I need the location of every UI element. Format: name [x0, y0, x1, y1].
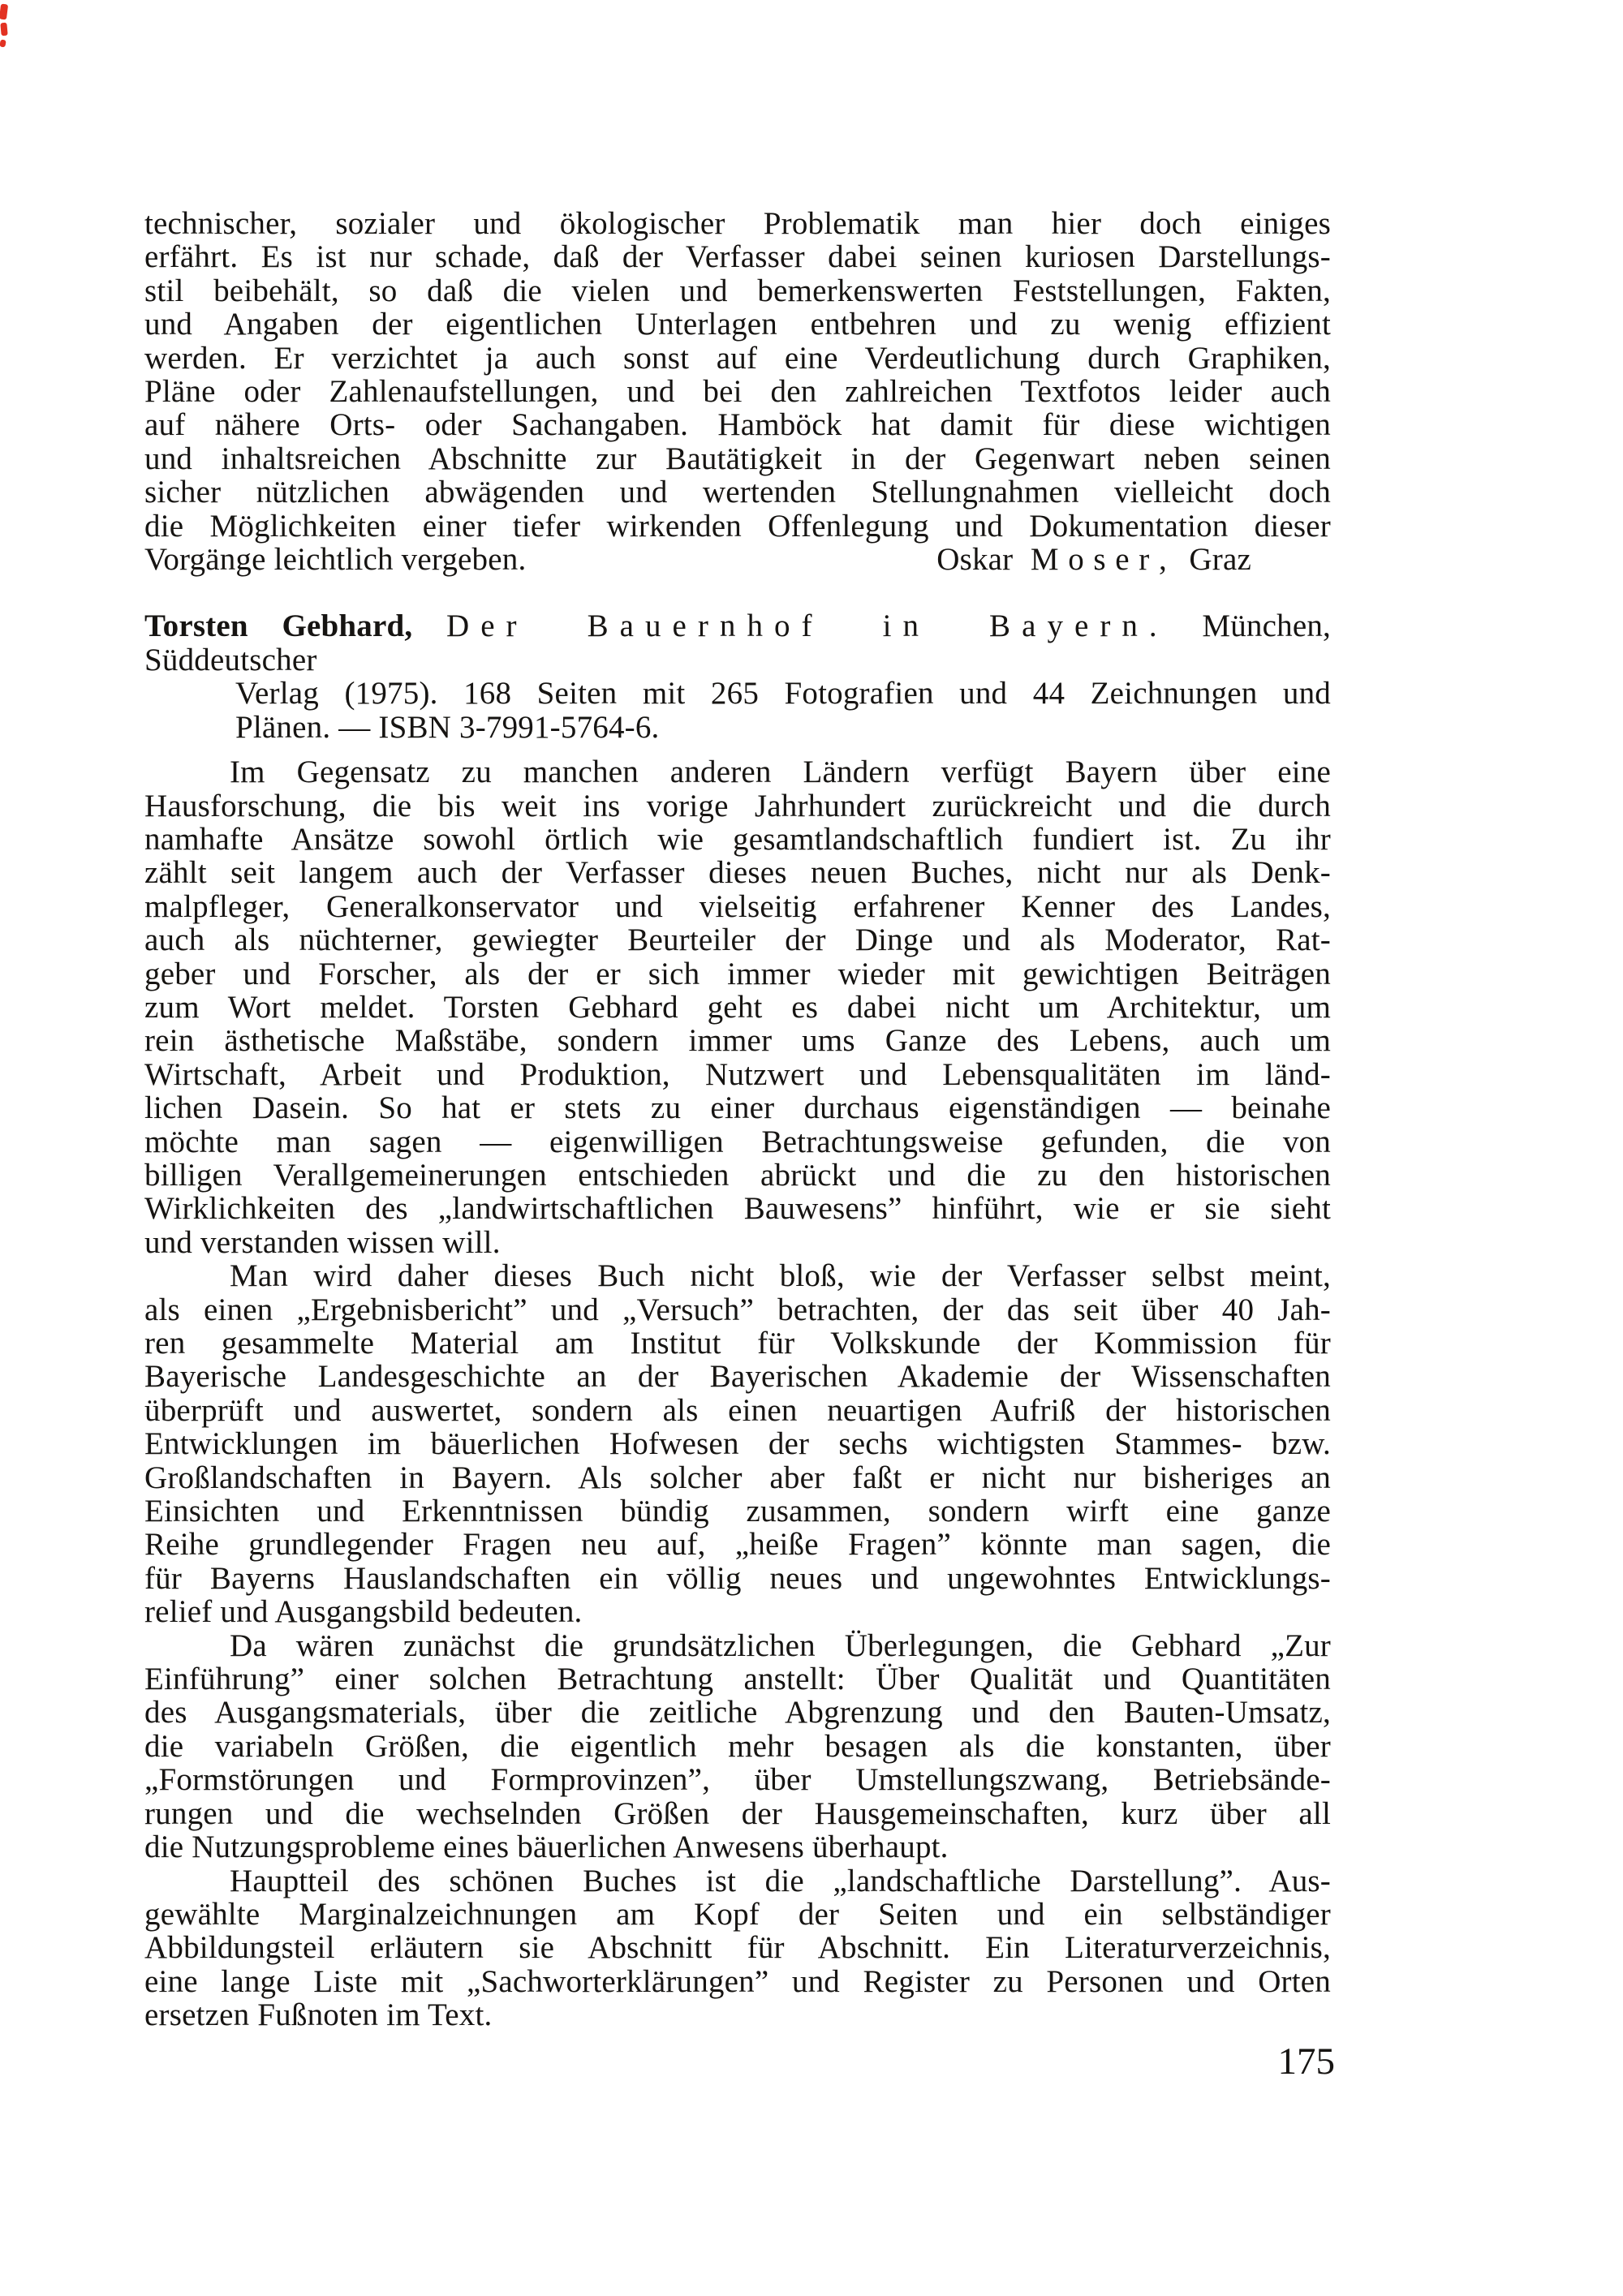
text-line: erfährt. Es ist nur schade, daß der Verfasser dabei seinen kuriosen Darstellungs- [144, 239, 1331, 275]
text-line: zählt seit langem auch der Verfasser dieses neuen Buches, nicht nur als Denk- [144, 855, 1331, 891]
red-pen-mark [0, 4, 8, 20]
book-title: Der Bauernhof in Bayern. [446, 608, 1169, 644]
text-line: und inhaltsreichen Abschnitte zur Bautätigkeit in der Gegenwart neben seinen [144, 441, 1331, 476]
text-line: Einsichten und Erkenntnissen bündig zusammen, sondern wirft eine ganze [144, 1494, 1331, 1529]
text-line: billigen Verallgemeinerungen entschieden abrückt und die zu den historischen [144, 1157, 1331, 1193]
review-closing-line [144, 543, 1331, 576]
text-line: Wirklichkeiten des „landwirtschaftlichen Bauwesens” hinführt, wie er sie sieht [144, 1191, 1331, 1227]
text-line: namhafte Ansätze sowohl örtlich wie gesamtlandschaftlich fundiert ist. Zu ihr [144, 821, 1331, 857]
text-line: Einführung” einer solchen Betrachtung anstellt: Über Qualität und Quantitäten [144, 1662, 1331, 1697]
text-line: als einen „Ergebnisbericht” und „Versuch” betrachten, der das seit über 40 Jah- [144, 1292, 1331, 1327]
text-line: sicher nützlichen abwägenden und wertenden Stellungnahmen vielleicht doch [144, 475, 1331, 510]
text-line: malpfleger, Generalkonservator und vielseitig erfahrener Kenner des Landes, [144, 888, 1331, 924]
text-line: Pläne oder Zahlenaufstellungen, und bei den zahlreichen Textfotos leider auch [144, 374, 1331, 410]
text-line: die variabeln Größen, die eigentlich mehr besagen als die konstanten, über [144, 1728, 1331, 1764]
paragraph-lines [144, 1629, 1331, 1830]
review-paragraph-2 [144, 1259, 1331, 1628]
text-line: rungen und die wechselnden Größen der Hausgemeinschaften, kurz über all [144, 1795, 1331, 1831]
reviewer-first-name: Oskar [936, 542, 1014, 578]
paragraph-last-line: die Nutzungsprobleme eines bäuerlichen Anwesens überhaupt. [144, 1829, 949, 1865]
book-entry-line-2: Verlag (1975). 168 Seiten mit 265 Fotografien und 44 Zeichnungen und [235, 676, 1331, 712]
text-line: Man wird daher dieses Buch nicht bloß, wie der Verfasser selbst meint, [230, 1258, 1331, 1294]
page-number: 175 [1277, 2040, 1335, 2083]
text-line: Bayerische Landesgeschichte an der Bayerischen Akademie der Wissenschaften [144, 1359, 1331, 1395]
book-author: Torsten Gebhard, [144, 608, 413, 644]
text-line: auf nähere Orts- oder Sachangaben. Hamböck hat damit für diese wichtigen [144, 407, 1331, 443]
previous-review-continuation [144, 207, 1331, 576]
reviewer-last-name: Moser [1030, 542, 1159, 578]
paragraph-last-line: ersetzen Fußnoten im Text. [144, 1997, 493, 2033]
text-line: lichen Dasein. So hat er stets zu einer durchaus eigenständigen — beinahe [144, 1090, 1331, 1126]
book-entry-heading [144, 609, 1331, 744]
paragraph-lines [144, 1864, 1331, 1999]
text-line: die Möglichkeiten einer tiefer wirkenden Offenlegung und Dokumentation dieser [144, 508, 1331, 544]
text-line: werden. Er verzichtet ja auch sonst auf eine Verdeutlichung durch Graphiken, [144, 340, 1331, 376]
reviewer-place: , Graz [1158, 542, 1251, 578]
text-line: stil beibehält, so daß die vielen und bemerkenswerten Feststellungen, Fakten, [144, 273, 1331, 308]
book-entry-isbn-line: Plänen. — ISBN 3-7991-5764-6. [235, 709, 660, 745]
paragraph-last-line: relief und Ausgangsbild bedeuten. [144, 1594, 583, 1630]
paragraph-lines [144, 207, 1331, 543]
text-line: für Bayerns Hauslandschaften ein völlig neues und ungewohntes Entwicklungs- [144, 1560, 1331, 1596]
reviewer-signature [936, 543, 1251, 576]
review-paragraph-4 [144, 1864, 1331, 2032]
paragraph-lines [144, 755, 1331, 1226]
text-line: gewählte Marginalzeichnungen am Kopf der Seiten und ein selbständiger [144, 1896, 1331, 1932]
paragraph-lines [144, 1259, 1331, 1595]
text-line: eine lange Liste mit „Sachworterklärungen” und Register zu Personen und Orten [144, 1963, 1331, 1999]
red-pen-mark [0, 23, 7, 37]
text-line: Hauptteil des schönen Buches ist die „landschaftliche Darstellung”. Aus- [230, 1863, 1331, 1898]
text-line: Da wären zunächst die grundsätzlichen Überlegungen, die Gebhard „Zur [230, 1627, 1331, 1663]
text-line: Wirtschaft, Arbeit und Produktion, Nutzwert und Lebensqualitäten im länd- [144, 1056, 1331, 1092]
text-line: Im Gegensatz zu manchen anderen Ländern verfügt Bayern über eine [230, 755, 1331, 790]
text-line: ren gesammelte Material am Institut für Volkskunde der Kommission für [144, 1326, 1331, 1361]
review-paragraph-3 [144, 1629, 1331, 1864]
red-pen-marks [0, 0, 24, 65]
book-entry-line-1 [144, 609, 1331, 677]
text-line: „Formstörungen und Formprovinzen”, über Umstellungszwang, Betriebsände- [144, 1762, 1331, 1798]
text-line: technischer, sozialer und ökologischer Problematik man hier doch einiges [144, 206, 1331, 241]
text-line: und Angaben der eigentlichen Unterlagen entbehren und zu wenig effizient [144, 307, 1331, 342]
text-line: geber und Forscher, als der er sich immer wieder mit gewichtigen Beiträgen [144, 956, 1331, 991]
review-body [144, 755, 1331, 2032]
text-line: auch als nüchterner, gewiegter Beurteiler der Dinge und als Moderator, Rat- [144, 922, 1331, 958]
review-paragraph-1 [144, 755, 1331, 1259]
text-line: Hausforschung, die bis weit ins vorige Jahrhundert zurückreicht und die durch [144, 788, 1331, 823]
text-line: Großlandschaften in Bayern. Als solcher aber faßt er nicht nur bisheriges an [144, 1460, 1331, 1495]
text-line: rein ästhetische Maßstäbe, sondern immer ums Ganze des Lebens, auch um [144, 1023, 1331, 1059]
text-line: möchte man sagen — eigenwilligen Betrachtungsweise gefunden, die von [144, 1124, 1331, 1159]
closing-text: Vorgänge leichtlich vergeben. [144, 542, 527, 578]
text-line: Abbildungsteil erläutern sie Abschnitt für Abschnitt. Ein Literaturverzeichnis, [144, 1930, 1331, 1966]
book-publisher: München, Süddeutscher [144, 608, 1332, 677]
text-column [144, 207, 1331, 2032]
red-pen-mark [0, 39, 6, 47]
text-line: des Ausgangsmaterials, über die zeitliche Abgrenzung und den Bauten-Umsatz, [144, 1695, 1331, 1731]
text-line: Reihe grundlegender Fragen neu auf, „heiße Fragen” könnte man sagen, die [144, 1527, 1331, 1563]
text-line: Entwicklungen im bäuerlichen Hofwesen der sechs wichtigsten Stammes- bzw. [144, 1426, 1331, 1462]
text-line: zum Wort meldet. Torsten Gebhard geht es dabei nicht um Architektur, um [144, 989, 1331, 1025]
paragraph-last-line: und verstanden wissen will. [144, 1224, 501, 1260]
text-line: überprüft und auswertet, sondern als einen neuartigen Aufriß der historischen [144, 1392, 1331, 1428]
